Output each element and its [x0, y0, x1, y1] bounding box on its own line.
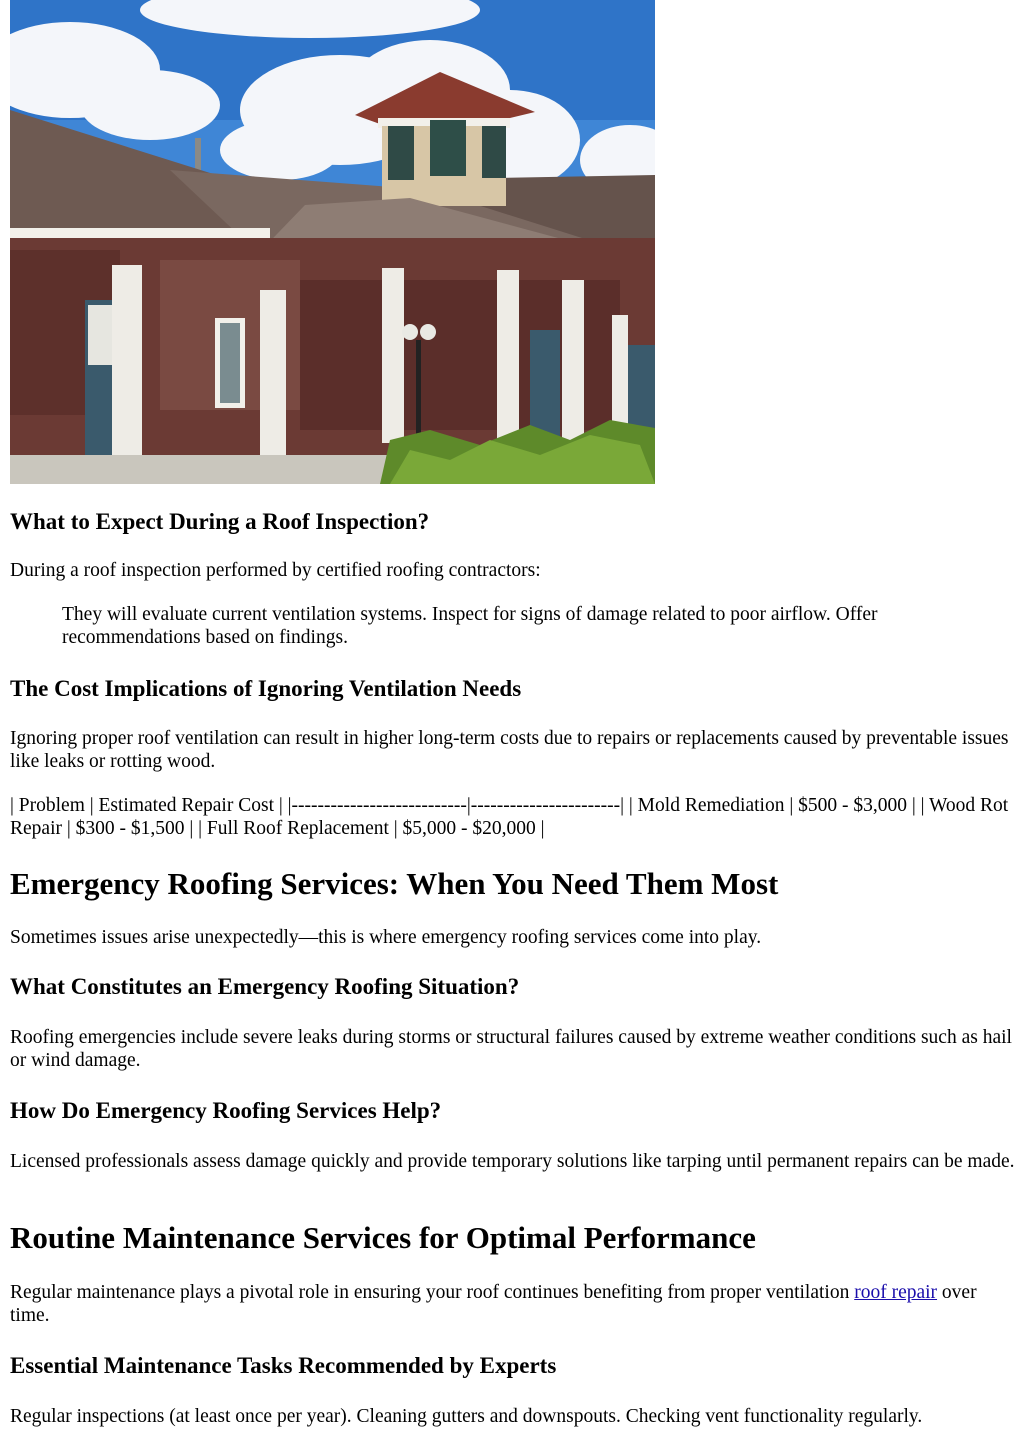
heading-roof-inspection: What to Expect During a Roof Inspection? [10, 509, 430, 534]
paragraph-maintenance-tasks: Regular inspections (at least once per year). Cleaning gutters and downspouts. Checking vent functionality regularly. [10, 1406, 923, 1427]
heading-emergency-help: How Do Emergency Roofing Services Help? [10, 1098, 442, 1123]
paragraph-inspection-intro: During a roof inspection performed by certified roofing contractors: [10, 560, 541, 581]
paragraph-emergency-situation: Roofing emergencies include severe leaks during storms or structural failures caused by extreme weather conditions such as hail or wind damage. [10, 1027, 1012, 1071]
roof-repair-link[interactable]: roof repair [854, 1282, 938, 1303]
article [10, 0, 1016, 1427]
paragraph-repair-cost-table: | Problem | Estimated Repair Cost | |---------------------------|-----------------------| | Mold Remediation | $500 - $3,000 | | Wood Rot Repair | $300 - $1,500 | | Full Roof Replacement | $5,000 - $20,000 | [10, 795, 1009, 839]
heading-emergency-services: Emergency Roofing Services: When You Need Them Most [10, 866, 779, 901]
heading-routine-maintenance: Routine Maintenance Services for Optimal Performance [10, 1220, 756, 1255]
heading-maintenance-tasks: Essential Maintenance Tasks Recommended by Experts [10, 1353, 557, 1378]
paragraph-emergency-help: Licensed professionals assess damage quickly and provide temporary solutions like tarping until permanent repairs can be made. [10, 1151, 1015, 1172]
routine-text-before: Regular maintenance plays a pivotal role in ensuring your roof continues benefiting from proper ventilation [10, 1282, 855, 1303]
routine-text-after: over time. [10, 1282, 977, 1326]
paragraph-routine-maintenance [10, 1281, 1016, 1327]
heading-emergency-situation: What Constitutes an Emergency Roofing Situation? [10, 974, 520, 999]
hero-building-photo [10, 0, 655, 484]
paragraph-cost-implications: Ignoring proper roof ventilation can result in higher long-term costs due to repairs or replacements caused by preventable issues like leaks or rotting wood. [10, 728, 1009, 772]
blockquote-inspection-steps: They will evaluate current ventilation systems. Inspect for signs of damage related to poor airflow. Offer recommendations based on findings. [62, 604, 878, 648]
paragraph-emergency-intro: Sometimes issues arise unexpectedly—this is where emergency roofing services come into play. [10, 927, 762, 948]
heading-cost-implications: The Cost Implications of Ignoring Ventilation Needs [10, 676, 522, 701]
